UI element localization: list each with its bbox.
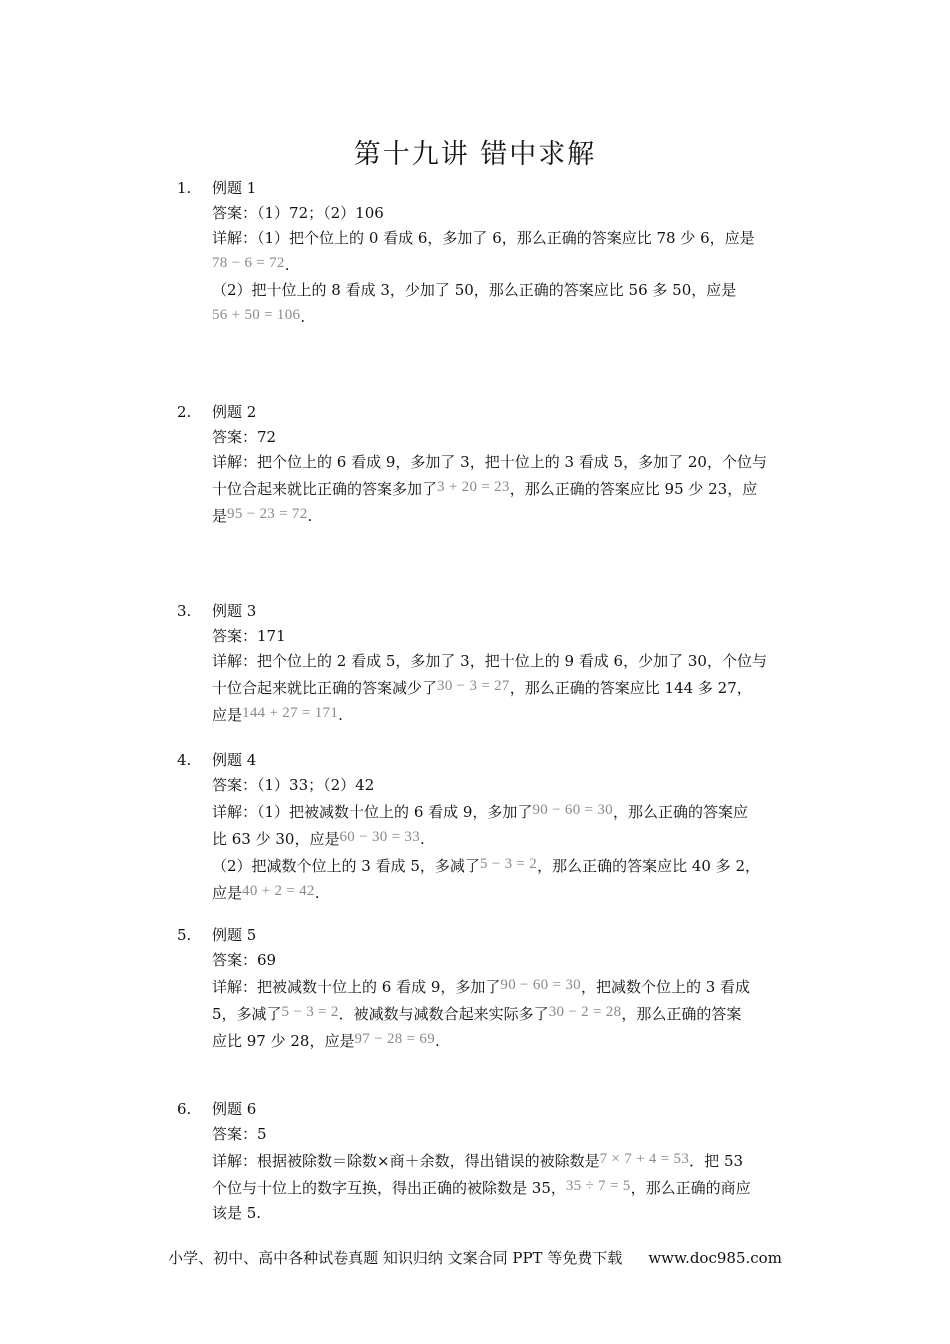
explanation-text: 该是 5.	[212, 1204, 262, 1222]
explanation-text: ．被减数与减数合起来实际多了	[338, 1005, 549, 1023]
explanation-text: 详解：把被减数十位上的 6 看成 9，多加了	[212, 978, 501, 996]
explanation-text: 应是	[212, 706, 243, 724]
equation: 3 + 20 = 23	[437, 479, 510, 495]
equation: 40 + 2 = 42	[242, 883, 315, 899]
item-number: 2.	[177, 403, 192, 421]
explanation-text: ，那么正确的答案应比 95 少 23，应	[509, 480, 758, 498]
explanation-line	[212, 303, 808, 330]
explanation-line	[212, 798, 808, 825]
explanation-line	[212, 475, 808, 502]
equation: 97 − 28 = 69	[354, 1031, 436, 1047]
footer	[0, 1247, 950, 1268]
explanation-text: .	[307, 507, 313, 525]
item-body	[212, 176, 808, 330]
equation: 35 ÷ 7 = 5	[565, 1178, 631, 1194]
item-body	[212, 599, 808, 728]
example-heading: 例题 1	[212, 179, 257, 197]
equation: 78 − 6 = 72	[212, 255, 285, 271]
item-body	[212, 748, 808, 906]
answer-line: 答案：72	[212, 428, 277, 446]
answer-line: 答案：171	[212, 627, 286, 645]
explanation-text: （2）把减数个位上的 3 看成 5，多减了	[212, 857, 480, 875]
equation: 95 − 23 = 72	[227, 506, 308, 522]
equation: 7 × 7 + 4 = 53	[599, 1151, 690, 1167]
explanation-text: .	[420, 830, 425, 848]
explanation-text: .	[314, 884, 320, 902]
equation: 90 − 60 = 30	[532, 802, 613, 818]
answer-line: 答案：（1）72；（2）106	[212, 204, 384, 222]
explanation-text: ，那么正确的商应	[630, 1179, 751, 1197]
explanation-text: 十位合起来就比正确的答案多加了	[212, 480, 438, 498]
item-number: 6.	[177, 1100, 192, 1118]
explanation-line	[212, 973, 808, 1000]
equation: 144 + 27 = 171	[242, 705, 339, 721]
explanation-line	[212, 674, 808, 701]
item-number: 3.	[177, 602, 192, 620]
page-title: 第十九讲 错中求解	[353, 139, 597, 170]
explanation-text: 个位与十位上的数字互换，得出正确的被除数是 35，	[212, 1179, 566, 1197]
explanation-text: 应是	[212, 884, 243, 902]
explanation-text: 详解：把个位上的 2 看成 5，多加了 3，把十位上的 9 看成 6，少加了 30，个位与	[212, 652, 767, 670]
explanation-text: .	[284, 256, 290, 274]
equation: 5 − 3 = 2	[479, 856, 538, 872]
explanation-text: ，那么正确的答案	[621, 1005, 742, 1023]
footer-text: 小学、初中、高中各种试卷真题 知识归纳 文案合同 PPT 等免费下载	[168, 1249, 623, 1267]
explanation-text: ，那么正确的答案应比 144 多 27，	[509, 679, 752, 697]
example-heading: 例题 3	[212, 602, 257, 620]
explanation-text: ．把 53	[689, 1152, 744, 1170]
equation: 56 + 50 = 106	[212, 307, 301, 323]
explanation-line	[212, 1147, 808, 1174]
item-body	[212, 923, 808, 1054]
equation: 30 − 2 = 28	[548, 1004, 622, 1020]
explanation-text: 应比 97 少 28，应是	[212, 1032, 355, 1050]
explanation-line	[212, 1027, 808, 1054]
explanation-text: 详解：把个位上的 6 看成 9，多加了 3，把十位上的 3 看成 5，多加了 20，个位与	[212, 453, 767, 471]
explanation-text: .	[300, 308, 306, 326]
explanation-text: （2）把十位上的 8 看成 3，少加了 50，那么正确的答案应比 56 多 50，应是	[212, 281, 737, 299]
item-body	[212, 1097, 808, 1226]
example-heading: 例题 4	[212, 751, 257, 769]
equation: 5 − 3 = 2	[281, 1004, 339, 1020]
explanation-text: 详解：（1）把个位上的 0 看成 6，多加了 6，那么正确的答案应比 78 少 6，应是	[212, 229, 755, 247]
example-heading: 例题 6	[212, 1100, 257, 1118]
explanation-text: .	[435, 1032, 440, 1050]
explanation-text: 比 63 少 30，应是	[212, 830, 340, 848]
explanation-line	[212, 1174, 808, 1201]
explanation-line	[212, 701, 808, 728]
footer-url[interactable]: www.doc985.com	[648, 1249, 782, 1267]
explanation-text: ，那么正确的答案应	[612, 803, 748, 821]
explanation-line	[212, 278, 808, 303]
explanation-line	[212, 825, 808, 852]
explanation-text: 是	[212, 507, 228, 525]
item-number: 1.	[177, 179, 192, 197]
explanation-text: 5，多减了	[212, 1005, 282, 1023]
equation: 60 − 30 = 33	[339, 829, 421, 845]
equation: 30 − 3 = 27	[437, 678, 510, 694]
explanation-line	[212, 649, 808, 674]
explanation-line	[212, 1201, 808, 1226]
explanation-text: 详解：根据被除数＝除数×商＋余数，得出错误的被除数是	[212, 1152, 600, 1170]
explanation-text: 详解：（1）把被减数十位上的 6 看成 9，多加了	[212, 803, 533, 821]
explanation-line	[212, 1000, 808, 1027]
item-number: 5.	[177, 926, 192, 944]
explanation-text: 十位合起来就比正确的答案减少了	[212, 679, 438, 697]
explanation-line	[212, 502, 808, 529]
item-body	[212, 400, 808, 529]
explanation-line	[212, 450, 808, 475]
explanation-line	[212, 852, 808, 879]
example-heading: 例题 2	[212, 403, 257, 421]
example-heading: 例题 5	[212, 926, 257, 944]
equation: 90 − 60 = 30	[500, 977, 581, 993]
explanation-line	[212, 251, 808, 278]
explanation-text: ，那么正确的答案应比 40 多 2，	[537, 857, 760, 875]
explanation-line	[212, 879, 808, 906]
explanation-line	[212, 226, 808, 251]
answer-line: 答案：5	[212, 1125, 267, 1143]
explanation-text: ，把减数个位上的 3 看成	[580, 978, 751, 996]
answer-line: 答案：69	[212, 951, 277, 969]
explanation-text: .	[338, 706, 343, 724]
answer-line: 答案：（1）33；（2）42	[212, 776, 375, 794]
item-number: 4.	[177, 751, 192, 769]
